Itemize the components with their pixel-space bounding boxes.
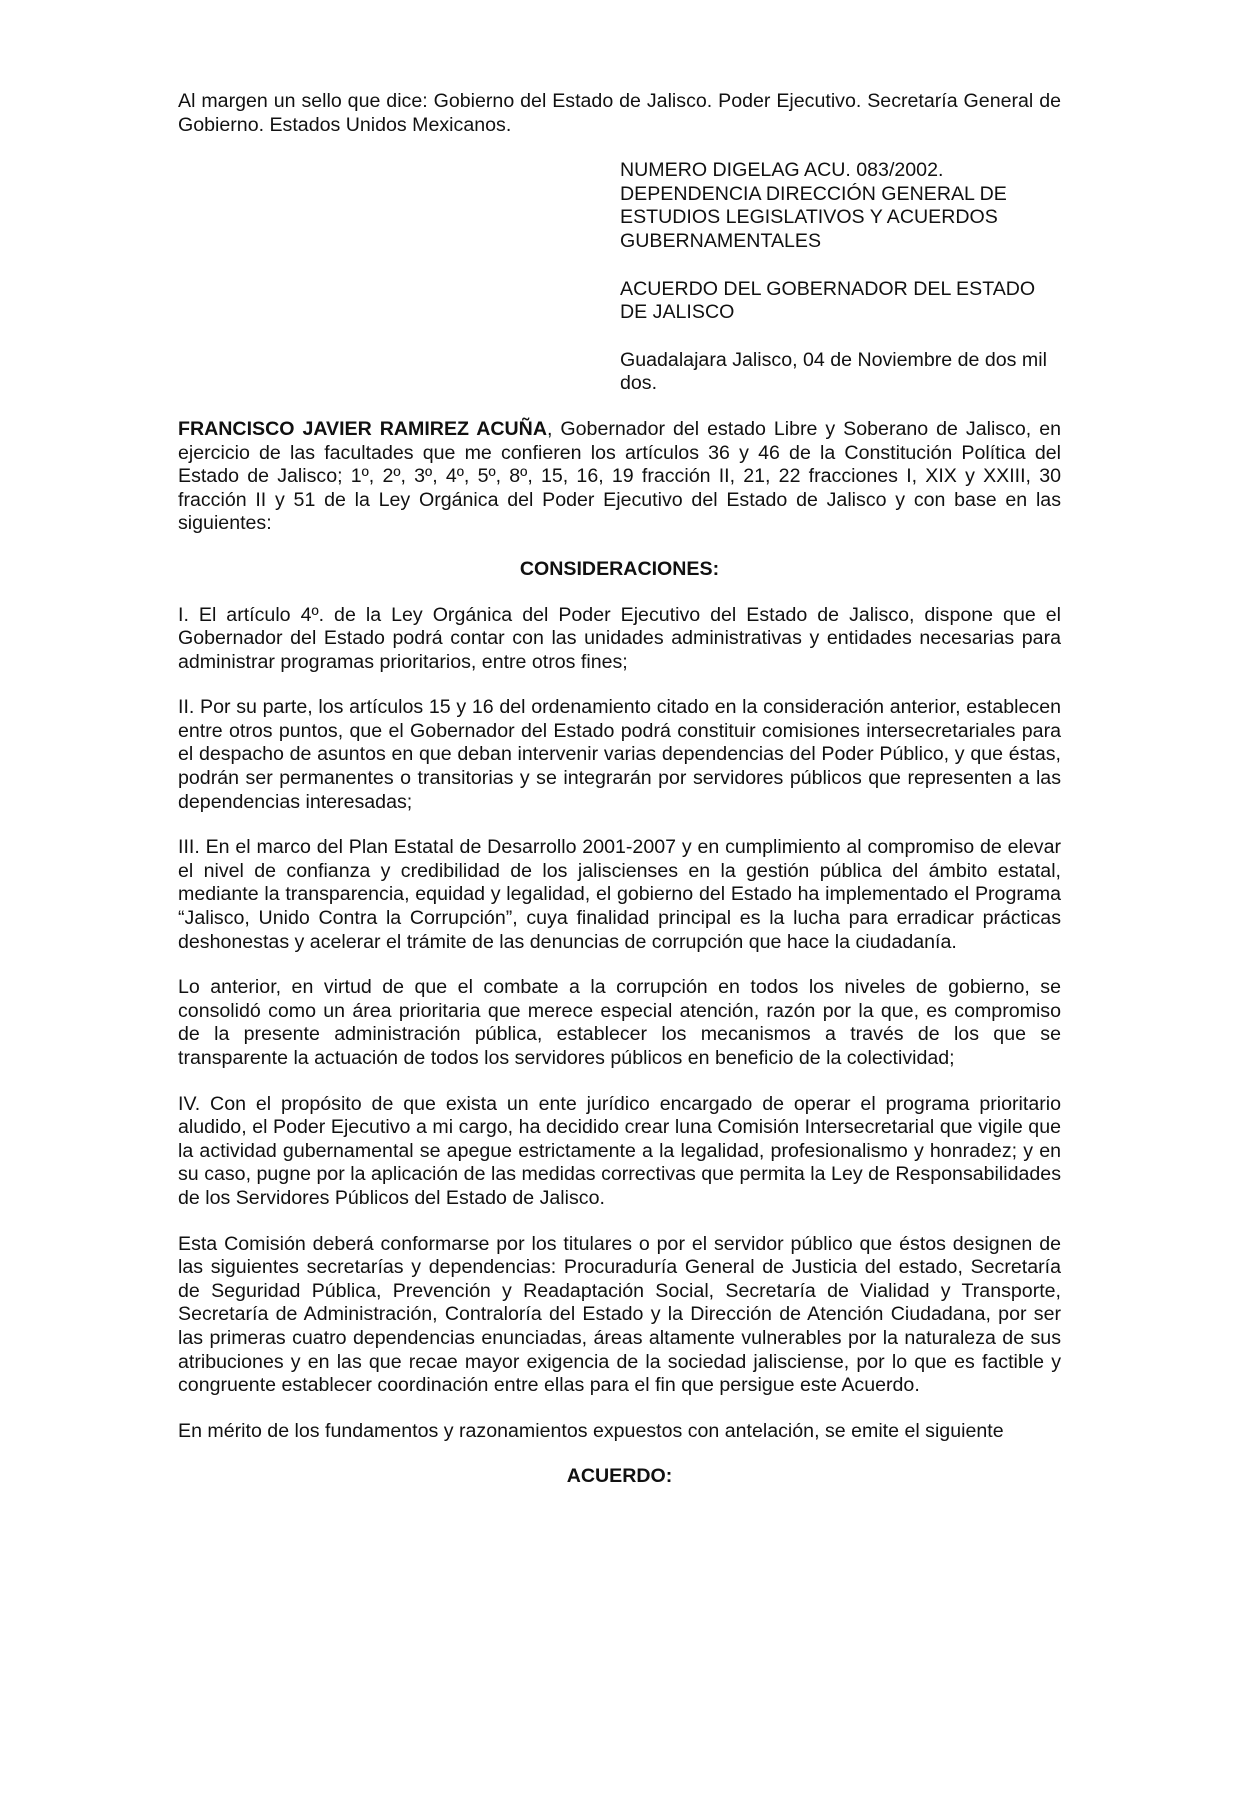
closing-statement: En mérito de los fundamentos y razonamientos expuestos con antelación, se emite el siguiente xyxy=(178,1419,1004,1442)
preamble-text: , Gobernador del estado Libre y Soberano de Jalisco, en ejercicio de las facultades que me confieren los artículos 36 y 46 de la Constitución Política del Estado de Jalisco; 1º, 2º, 3º, 4º, 5º, 8º, 15, 16, 19 fracción II, 21, 22 fracciones I, XIX y XXIII, 30 fracción II y 51 de la Ley Orgánica del Poder Ejecutivo del Estado de Jalisco y con base en las siguientes: xyxy=(178,417,1061,535)
consideration-paragraph: IV. Con el propósito de que exista un ente jurídico encargado de operar el programa prioritario aludido, el Poder Ejecutivo a mi cargo, ha decidido crear luna Comisión Intersecretarial que vigile que la actividad gubernamental se apegue estrictamente a la legalidad, profesionalismo y honradez; y en su caso, pugne por la aplicación de las medidas correctivas que permita la Ley de Responsabilidades de los Servidores Públicos del Estado de Jalisco. xyxy=(178,1092,1061,1209)
document-page xyxy=(178,90,1061,1489)
consideration-paragraph: II. Por su parte, los artículos 15 y 16 del ordenamiento citado en la consideración anterior, establecen entre otros puntos, que el Gobernador del Estado podrá constituir comisiones intersecretariales para el despacho de asuntos en que deban intervenir varias dependencias del Poder Público, y que éstas, podrán ser permanentes o transitorias y se integrarán por servidores públicos que representen a las dependencias interesadas; xyxy=(178,696,1061,813)
agreement-title: ACUERDO DEL GOBERNADOR DEL ESTADO DE JALISCO xyxy=(620,277,1036,324)
place-and-date: Guadalajara Jalisco, 04 de Noviembre de dos mil dos. xyxy=(620,348,1047,395)
consideration-paragraph: III. En el marco del Plan Estatal de Desarrollo 2001-2007 y en cumplimiento al compromiso de elevar el nivel de confianza y credibilidad de los jaliscienses en la gestión pública del ámbito estatal, mediante la transparencia, equidad y legalidad, el gobierno del Estado ha implementado el Programa “Jalisco, Unido Contra la Corrupción”, cuya finalidad principal es la lucha para erradicar prácticas deshonestas y acelerar el trámite de las denuncias de corrupción que hace la ciudadanía. xyxy=(178,836,1061,953)
governor-name: FRANCISCO JAVIER RAMIREZ ACUÑA xyxy=(178,417,547,440)
preamble xyxy=(178,418,1061,536)
consideration-paragraph: Lo anterior, en virtud de que el combate a la corrupción en todos los niveles de gobierno, se consolidó como un área prioritaria que merece especial atención, razón por la que, es compromiso de la presente administración pública, establecer los mecanismos a través de los que se transparente la actuación de todos los servidores públicos en beneficio de la colectividad; xyxy=(178,976,1061,1069)
consideration-paragraph: Esta Comisión deberá conformarse por los titulares o por el servidor público que éstos designen de las siguientes secretarías y dependencias: Procuraduría General de Justicia del estado, Secretaría de Seguridad Pública, Prevención y Readaptación Social, Secretaría de Vialidad y Transporte, Secretaría de Administración, Contraloría del Estado y la Dirección de Atención Ciudadana, por ser las primeras cuatro dependencias enunciadas, áreas altamente vulnerables por la naturaleza de sus atribuciones y en las que recae mayor exigencia de la sociedad jalisciense, por lo que es factible y congruente establecer coordinación entre ellas para el fin que persigue este Acuerdo. xyxy=(178,1232,1061,1397)
considerations-heading: CONSIDERACIONES: xyxy=(519,557,720,580)
issuing-department: DEPENDENCIA DIRECCIÓN GENERAL DE ESTUDIOS LEGISLATIVOS Y ACUERDOS GUBERNAMENTALES xyxy=(620,182,1007,252)
document-header xyxy=(620,159,1061,396)
consideration-paragraph: I. El artículo 4º. de la Ley Orgánica del Poder Ejecutivo del Estado de Jalisco, dispone que el Gobernador del Estado podrá contar con las unidades administrativas y entidades necesarias para administrar programas prioritarios, entre otros fines; xyxy=(178,603,1061,673)
document-number: NUMERO DIGELAG ACU. 083/2002. xyxy=(620,159,944,182)
agreement-heading: ACUERDO: xyxy=(566,1465,673,1488)
seal-note: Al margen un sello que dice: Gobierno del Estado de Jalisco. Poder Ejecutivo. Secretaría General de Gobierno. Estados Unidos Mexicanos. xyxy=(178,90,1061,136)
